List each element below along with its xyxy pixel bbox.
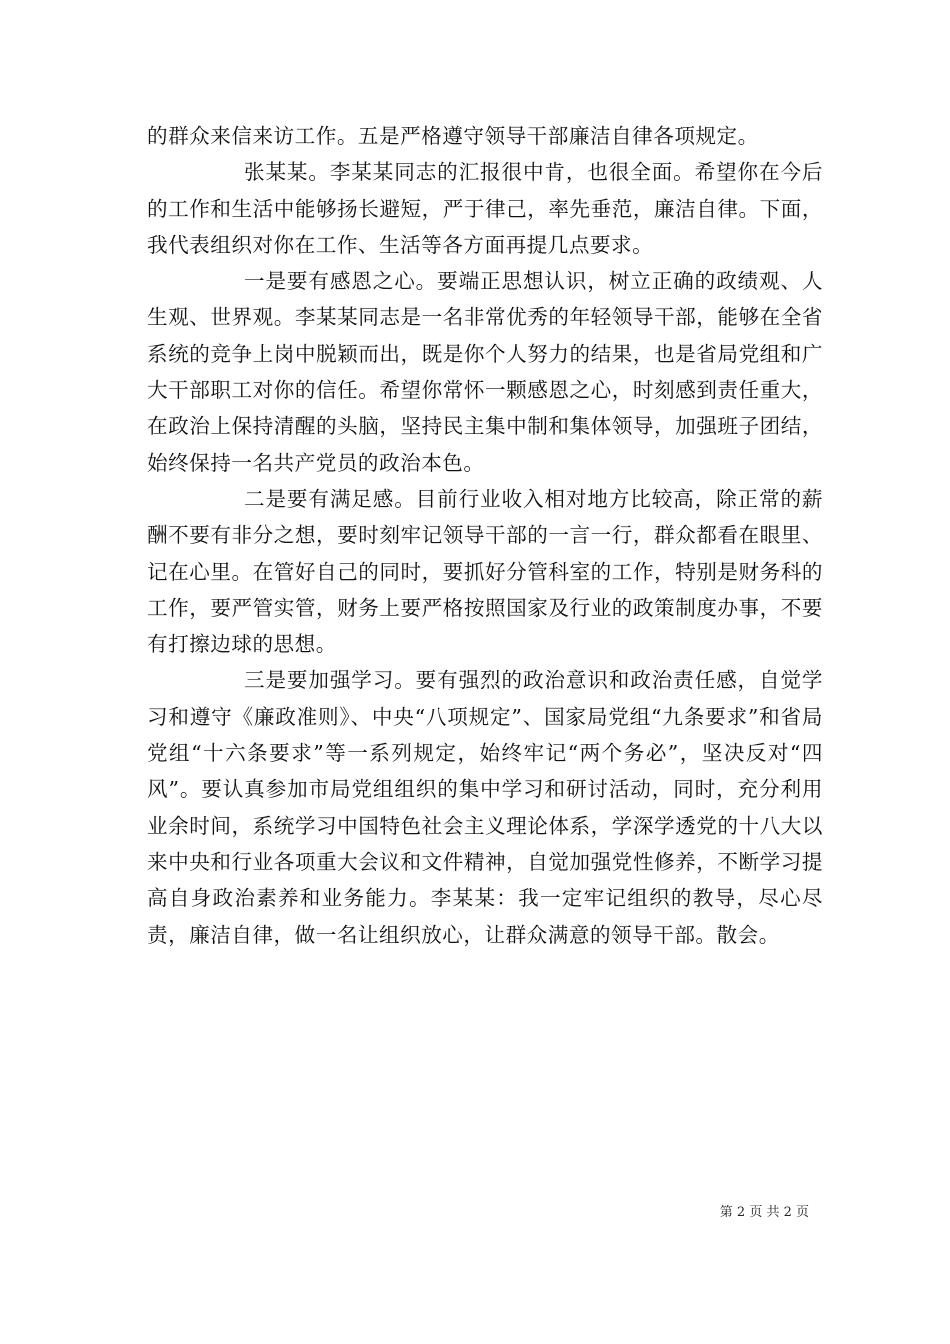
paragraph-continuation: 的群众来信来访工作。五是严格遵守领导干部廉洁自律各项规定。 (147, 124, 759, 148)
page-number-footer: 第 2 页 共 2 页 (719, 1205, 809, 1220)
paragraph-zhang-remarks: 张某某。李某某同志的汇报很中肯，也很全面。希望你在今后的工作和生活中能够扬长避短，严于律己，率先垂范，廉洁自律。下面，我代表组织对你在工作、生活等各方面再提几点要求。 (147, 160, 823, 257)
paragraph-requirement-one: 一是要有感恩之心。要端正思想认识，树立正确的政绩观、人生观、世界观。李某某同志是一名非常优秀的年轻领导干部，能够在全省系统的竞争上岗中脱颖而出，既是你个人努力的结果，也是省局党组和广大干部职工对你的信任。希望你常怀一颗感恩之心，时刻感到责任重大，在政治上保持清醒的头脑，坚持民主集中制和集体领导，加强班子团结，始终保持一名共产党员的政治本色。 (147, 269, 823, 475)
document-body (147, 118, 823, 953)
paragraph-requirement-three: 三是要加强学习。要有强烈的政治意识和政治责任感，自觉学习和遵守《廉政准则》、中央“八项规定”、国家局党组“九条要求”和省局党组“十六条要求”等一系列规定，始终牢记“两个务必”，坚决反对“四风”。要认真参加市局党组组织的集中学习和研讨活动，同时，充分利用业余时间，系统学习中国特色社会主义理论体系，学深学透党的十八大以来中央和行业各项重大会议和文件精神，自觉加强党性修养，不断学习提高自身政治素养和业务能力。李某某：我一定牢记组织的教导，尽心尽责，廉洁自律，做一名让组织放心，让群众满意的领导干部。散会。 (147, 668, 823, 947)
paragraph-requirement-two: 二是要有满足感。目前行业收入相对地方比较高，除正常的薪酬不要有非分之想，要时刻牢记领导干部的一言一行，群众都看在眼里、记在心里。在管好自己的同时，要抓好分管科室的工作，特别是财务科的工作，要严管实管，财务上要严格按照国家及行业的政策制度办事，不要有打擦边球的思想。 (147, 486, 823, 657)
